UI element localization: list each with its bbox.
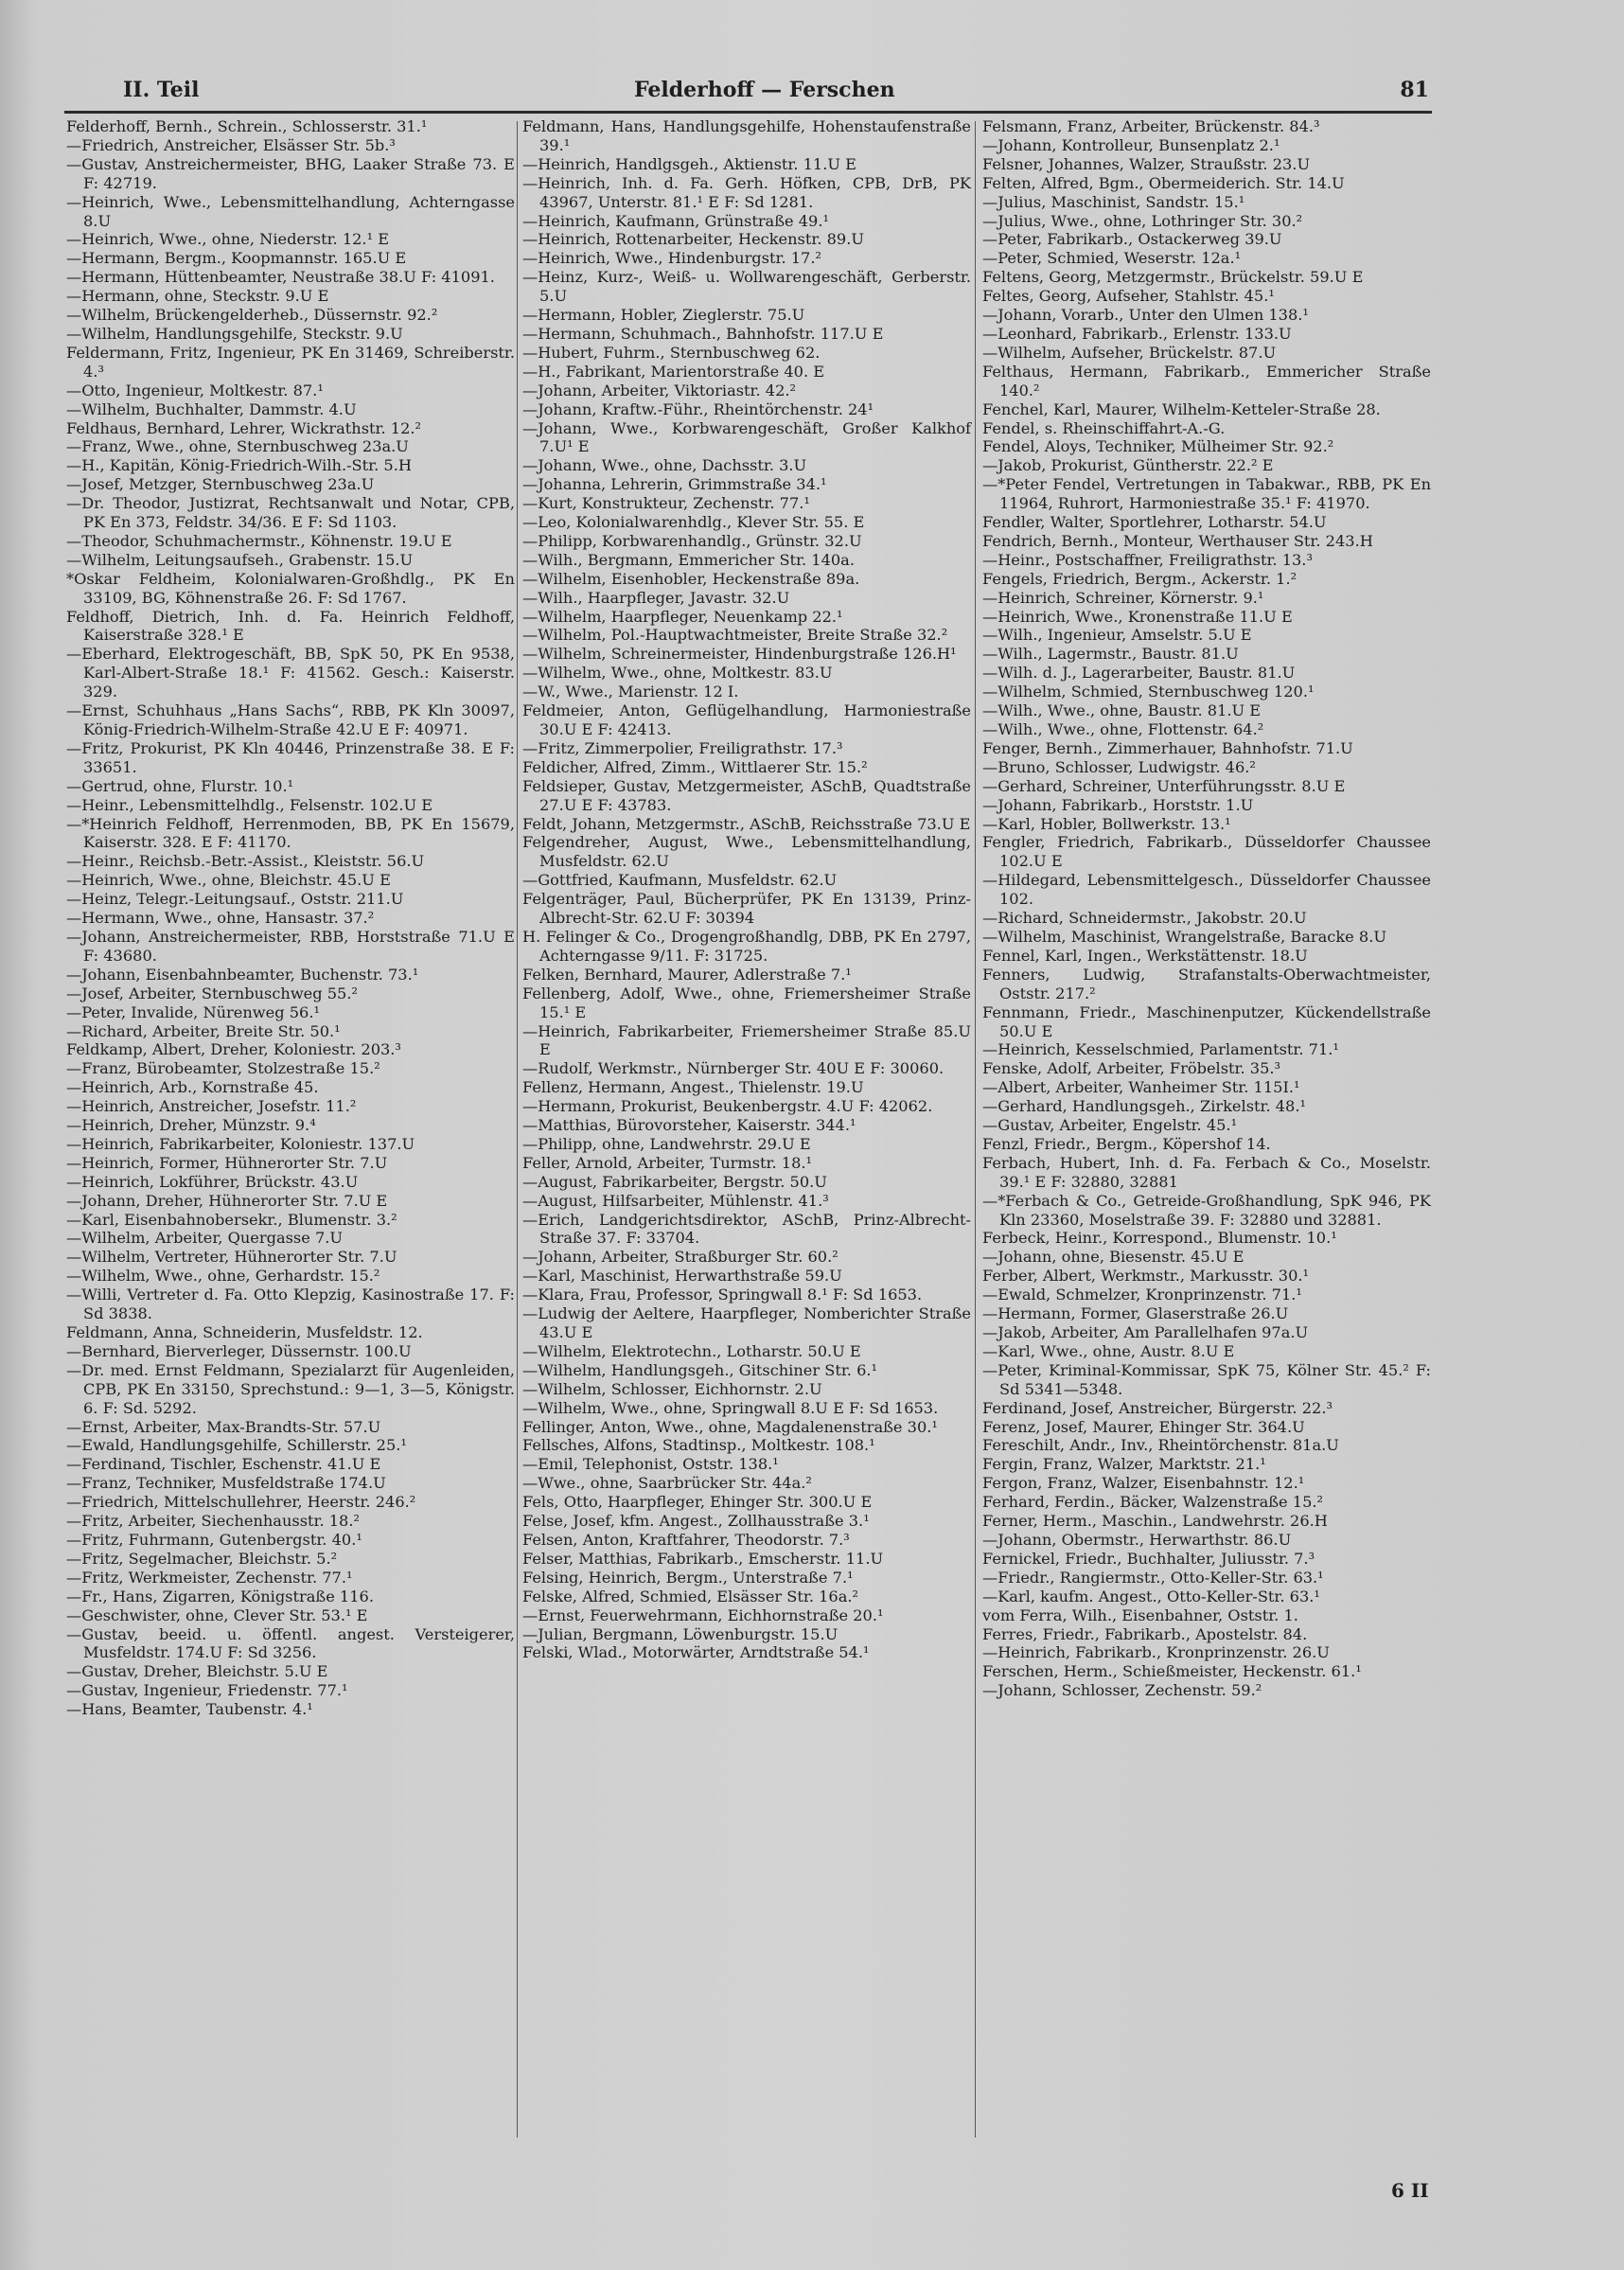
directory-entry: Feltes, Georg, Aufseher, Stahlstr. 45.¹ bbox=[982, 287, 1275, 306]
directory-entry: —Wilhelm, Handlungsgeh., Gitschiner Str. 6.¹ bbox=[522, 1360, 878, 1379]
directory-entry: —Johann, Schlosser, Zechenstr. 59.² bbox=[982, 1681, 1262, 1700]
directory-entry: —Wwe., ohne, Saarbrücker Str. 44a.² bbox=[522, 1474, 812, 1493]
directory-entry: —Jakob, Arbeiter, Am Parallelhafen 97a.U bbox=[982, 1323, 1309, 1341]
directory-entry: —Wilhelm, Pol.-Hauptwachtmeister, Breite Straße 32.² bbox=[522, 626, 948, 645]
directory-entry: —Gerhard, Handlungsgeh., Zirkelstr. 48.¹ bbox=[982, 1097, 1306, 1116]
directory-entry: —Johann, ohne, Biesenstr. 45.U E bbox=[982, 1248, 1244, 1267]
directory-entry: —Heinr., Postschaffner, Freiligrathstr. 13.³ bbox=[982, 550, 1313, 569]
directory-entry: —Matthias, Bürovorsteher, Kaiserstr. 344.¹ bbox=[522, 1116, 856, 1135]
directory-entry: Feller, Arnold, Arbeiter, Turmstr. 18.¹ bbox=[522, 1153, 813, 1172]
directory-entry: —Johann, Vorarb., Unter den Ulmen 138.¹ bbox=[982, 306, 1309, 325]
directory-entry: —Heinrich, Fabrikarbeiter, Koloniestr. 137.U bbox=[66, 1134, 415, 1153]
directory-entry: Felsen, Anton, Kraftfahrer, Theodorstr. 7.³ bbox=[522, 1530, 850, 1549]
column-2 bbox=[522, 117, 971, 1662]
directory-entry: —*Peter Fendel, Vertretungen in Tabakwar., RBB, PK En 11964, Ruhrort, Harmoniestraße 35.¹ F: 41970. bbox=[982, 475, 1431, 513]
directory-entry: —Heinrich, Fabrikarbeiter, Friemersheimer Straße 85.U E bbox=[522, 1021, 971, 1059]
directory-entry: —Peter, Schmied, Weserstr. 12a.¹ bbox=[982, 249, 1242, 268]
directory-entry: —Philipp, ohne, Landwehrstr. 29.U E bbox=[522, 1134, 811, 1153]
directory-entry: —Gustav, Dreher, Bleichstr. 5.U E bbox=[66, 1662, 328, 1681]
directory-entry: —*Heinrich Feldhoff, Herrenmoden, BB, PK En 15679, Kaiserstr. 328. E F: 41170. bbox=[66, 814, 515, 852]
directory-entry: —Erich, Landgerichtsdirektor, ASchB, Prinz-Albrecht-Straße 37. F: 33704. bbox=[522, 1210, 971, 1248]
directory-entry: —Geschwister, ohne, Clever Str. 53.¹ E bbox=[66, 1605, 368, 1624]
directory-entry: Felser, Matthias, Fabrikarb., Emscherstr. 11.U bbox=[522, 1549, 884, 1568]
column-3 bbox=[982, 117, 1431, 1700]
directory-entry: Fendrich, Bernh., Monteur, Werthauser Str. 243.H bbox=[982, 531, 1373, 550]
directory-entry: —Dr. Theodor, Justizrat, Rechtsanwalt und Notar, CPB, PK En 373, Feldstr. 34/36. E F: Sd 1103. bbox=[66, 494, 515, 532]
directory-entry: —Hermann, Schuhmach., Bahnhofstr. 117.U E bbox=[522, 324, 884, 343]
directory-entry: —Ferdinand, Tischler, Eschenstr. 41.U E bbox=[66, 1455, 381, 1474]
directory-entry: —Gustav, Ingenieur, Friedenstr. 77.¹ bbox=[66, 1681, 348, 1700]
directory-entry: Fendel, Aloys, Techniker, Mülheimer Str. 92.² bbox=[982, 437, 1334, 456]
directory-entry: —Wilhelm, Schlosser, Eichhornstr. 2.U bbox=[522, 1379, 822, 1398]
directory-entry: Feldsieper, Gustav, Metzgermeister, ASchB, Quadtstraße 27.U E F: 43783. bbox=[522, 776, 971, 814]
directory-entry: —Gertrud, ohne, Flurstr. 10.¹ bbox=[66, 776, 294, 795]
directory-entry: —August, Hilfsarbeiter, Mühlenstr. 41.³ bbox=[522, 1191, 829, 1210]
directory-entry: —Wilhelm, Wwe., ohne, Springwall 8.U E F: Sd 1653. bbox=[522, 1398, 939, 1417]
directory-entry: Fernickel, Friedr., Buchhalter, Juliusstr. 7.³ bbox=[982, 1549, 1315, 1568]
directory-entry: —Wilhelm, Brückengelderheb., Düssernstr. 92.² bbox=[66, 306, 438, 325]
directory-entry: —Heinr., Lebensmittelhdlg., Felsenstr. 102.U E bbox=[66, 795, 433, 814]
directory-entry: —Wilh., Wwe., ohne, Flottenstr. 64.² bbox=[982, 720, 1264, 738]
directory-entry: —Heinrich, Handlgsgeh., Aktienstr. 11.U E bbox=[522, 154, 856, 173]
directory-entry: —Johann, Kontrolleur, Bunsenplatz 2.¹ bbox=[982, 135, 1280, 154]
directory-entry: Felsmann, Franz, Arbeiter, Brückenstr. 84.³ bbox=[982, 117, 1320, 135]
directory-entry: —Wilhelm, Eisenhobler, Heckenstraße 89a. bbox=[522, 569, 860, 588]
directory-entry: —Wilhelm, Handlungsgehilfe, Steckstr. 9.U bbox=[66, 324, 403, 343]
directory-entry: —Karl, Eisenbahnobersekr., Blumenstr. 3.² bbox=[66, 1210, 397, 1229]
directory-entry: —Wilhelm, Haarpfleger, Neuenkamp 22.¹ bbox=[522, 607, 843, 626]
directory-entry: —Fritz, Segelmacher, Bleichstr. 5.² bbox=[66, 1549, 338, 1568]
directory-entry: —Willi, Vertreter d. Fa. Otto Klepzig, Kasinostraße 17. F: Sd 3838. bbox=[66, 1286, 515, 1323]
directory-entry: —Peter, Invalide, Nürenweg 56.¹ bbox=[66, 1002, 320, 1021]
directory-entry: —Heinrich, Dreher, Münzstr. 9.⁴ bbox=[66, 1116, 316, 1135]
directory-entry: Ferdinand, Josef, Anstreicher, Bürgerstr. 22.³ bbox=[982, 1398, 1333, 1417]
directory-entry: —Karl, Wwe., ohne, Austr. 8.U E bbox=[982, 1341, 1235, 1360]
directory-entry: —Hermann, Former, Glaserstraße 26.U bbox=[982, 1304, 1289, 1323]
directory-entry: —Wilhelm, Schreinermeister, Hindenburgstraße 126.H¹ bbox=[522, 645, 957, 664]
directory-entry: —Fritz, Werkmeister, Zechenstr. 77.¹ bbox=[66, 1568, 353, 1587]
directory-entry: Fengels, Friedrich, Bergm., Ackerstr. 1.² bbox=[982, 569, 1297, 588]
directory-entry: —Rudolf, Werkmstr., Nürnberger Str. 40U E F: 30060. bbox=[522, 1059, 944, 1078]
directory-entry: —Heinrich, Wwe., Lebensmittelhandlung, Achterngasse 8.U bbox=[66, 192, 515, 230]
directory-entry: —Ernst, Feuerwehrmann, Eichhornstraße 20.¹ bbox=[522, 1605, 884, 1624]
directory-entry: —Gerhard, Schreiner, Unterführungsstr. 8.U E bbox=[982, 776, 1346, 795]
directory-entry: —Fr., Hans, Zigarren, Königstraße 116. bbox=[66, 1587, 374, 1605]
directory-entry: Fengler, Friedrich, Fabrikarb., Düsseldorfer Chaussee 102.U E bbox=[982, 833, 1431, 871]
directory-entry: Ferner, Herm., Maschin., Landwehrstr. 26.H bbox=[982, 1512, 1328, 1531]
directory-entry: —Johann, Fabrikarb., Horststr. 1.U bbox=[982, 795, 1254, 814]
directory-entry: —Johann, Arbeiter, Viktoriastr. 42.² bbox=[522, 381, 797, 399]
directory-entry: —Heinrich, Rottenarbeiter, Heckenstr. 89.U bbox=[522, 230, 864, 249]
directory-entry: —Heinrich, Fabrikarb., Kronprinzenstr. 26.U bbox=[982, 1643, 1330, 1662]
directory-entry: —Ewald, Handlungsgehilfe, Schillerstr. 25.¹ bbox=[66, 1436, 407, 1455]
directory-entry: —Heinrich, Wwe., Kronenstraße 11.U E bbox=[982, 607, 1293, 626]
directory-entry: Ferres, Friedr., Fabrikarb., Apostelstr. 84. bbox=[982, 1624, 1308, 1643]
directory-entry: Fendler, Walter, Sportlehrer, Lotharstr. 54.U bbox=[982, 513, 1327, 532]
directory-entry: Feldhoff, Dietrich, Inh. d. Fa. Heinrich Feldhoff, Kaiserstraße 328.¹ E bbox=[66, 607, 515, 645]
directory-entry: —*Ferbach & Co., Getreide-Großhandlung, SpK 946, PK Kln 23360, Moselstraße 39. F: 32880 und 32881. bbox=[982, 1191, 1431, 1229]
directory-entry: Fenske, Adolf, Arbeiter, Fröbelstr. 35.³ bbox=[982, 1059, 1281, 1078]
directory-entry: Feldkamp, Albert, Dreher, Koloniestr. 203.³ bbox=[66, 1040, 401, 1059]
directory-entry: —August, Fabrikarbeiter, Bergstr. 50.U bbox=[522, 1172, 827, 1191]
directory-entry: —Johann, Wwe., Korbwarengeschäft, Großer Kalkhof 7.U¹ E bbox=[522, 418, 971, 456]
directory-entry: Felthaus, Hermann, Fabrikarb., Emmericher Straße 140.² bbox=[982, 362, 1431, 399]
directory-entry: —Eberhard, Elektrogeschäft, BB, SpK 50, PK En 9538, Karl-Albert-Straße 18.¹ F: 41562. Gesch.: Kaiserstr. 329. bbox=[66, 645, 515, 701]
directory-entry: Fellsches, Alfons, Stadtinsp., Moltkestr. 108.¹ bbox=[522, 1436, 875, 1455]
page-number: 81 bbox=[1400, 78, 1429, 102]
directory-entry: —Peter, Kriminal-Kommissar, SpK 75, Kölner Str. 45.² F: Sd 5341—5348. bbox=[982, 1360, 1431, 1398]
directory-entry: —Jakob, Prokurist, Güntherstr. 22.² E bbox=[982, 456, 1274, 475]
directory-entry: —Heinrich, Lokführer, Brückstr. 43.U bbox=[66, 1172, 359, 1191]
directory-entry: H. Felinger & Co., Drogengroßhandlg, DBB, PK En 2797, Achterngasse 9/11. F: 31725. bbox=[522, 927, 971, 965]
directory-entry: —Hildegard, Lebensmittelgesch., Düsseldorfer Chaussee 102. bbox=[982, 871, 1431, 909]
directory-entry: —Wilhelm, Maschinist, Wrangelstraße, Baracke 8.U bbox=[982, 927, 1386, 946]
directory-entry: Felski, Wlad., Motorwärter, Arndtstraße 54.¹ bbox=[522, 1643, 870, 1662]
directory-entry: —Josef, Metzger, Sternbuschweg 23a.U bbox=[66, 475, 375, 494]
directory-entry: —Heinrich, Wwe., ohne, Niederstr. 12.¹ E bbox=[66, 230, 390, 249]
column-divider bbox=[517, 121, 518, 2137]
directory-entry: Fels, Otto, Haarpfleger, Ehinger Str. 300.U E bbox=[522, 1493, 873, 1512]
section-label: II. Teil bbox=[123, 78, 200, 102]
directory-entry: Fenchel, Karl, Maurer, Wilhelm-Ketteler-Straße 28. bbox=[982, 399, 1381, 418]
directory-entry: —Heinrich, Anstreicher, Josefstr. 11.² bbox=[66, 1097, 357, 1116]
directory-entry: Felderhoff, Bernh., Schrein., Schlosserstr. 31.¹ bbox=[66, 117, 428, 135]
directory-entry: —Gustav, Anstreichermeister, BHG, Laaker Straße 73. E F: 42719. bbox=[66, 154, 515, 192]
directory-entry: —Heinr., Reichsb.-Betr.-Assist., Kleiststr. 56.U bbox=[66, 852, 425, 871]
directory-entry: —Dr. med. Ernst Feldmann, Spezialarzt für Augenleiden, CPB, PK En 33150, Sprechstund.: 9—1, 3—5, Königstr. 6. F: Sd. 5292. bbox=[66, 1360, 515, 1417]
directory-entry: Fennmann, Friedr., Maschinenputzer, Kückendellstraße 50.U E bbox=[982, 1002, 1431, 1040]
directory-entry: —Wilhelm, Schmied, Sternbuschweg 120.¹ bbox=[982, 683, 1315, 701]
directory-entry: —Philipp, Korbwarenhandlg., Grünstr. 32.U bbox=[522, 531, 862, 550]
directory-entry: —Hermann, Prokurist, Beukenbergstr. 4.U F: 42062. bbox=[522, 1097, 933, 1116]
column-divider bbox=[975, 121, 976, 2137]
directory-entry: —Gustav, beeid. u. öffentl. angest. Versteigerer, Musfeldstr. 174.U F: Sd 3256. bbox=[66, 1624, 515, 1662]
directory-entry: —Karl, kaufm. Angest., Otto-Keller-Str. 63.¹ bbox=[982, 1587, 1320, 1605]
directory-entry: —Leonhard, Fabrikarb., Erlenstr. 133.U bbox=[982, 324, 1292, 343]
directory-entry: —Bruno, Schlosser, Ludwigstr. 46.² bbox=[982, 757, 1256, 776]
directory-entry: —W., Wwe., Marienstr. 12 I. bbox=[522, 683, 739, 701]
directory-entry: Ferschen, Herm., Schießmeister, Heckenstr. 61.¹ bbox=[982, 1662, 1362, 1681]
directory-entry: —Fritz, Arbeiter, Siechenhausstr. 18.² bbox=[66, 1512, 360, 1531]
directory-entry: —Leo, Kolonialwarenhdlg., Klever Str. 55. E bbox=[522, 513, 865, 532]
directory-entry: —Otto, Ingenieur, Moltkestr. 87.¹ bbox=[66, 381, 324, 399]
directory-entry: —Johann, Kraftw.-Führ., Rheintörchenstr. 24¹ bbox=[522, 399, 874, 418]
directory-entry: —Friedr., Rangiermstr., Otto-Keller-Str. 63.¹ bbox=[982, 1568, 1324, 1587]
directory-entry: Fenners, Ludwig, Strafanstalts-Oberwachtmeister, Oststr. 217.² bbox=[982, 965, 1431, 1002]
signature-mark: 6 II bbox=[1391, 2179, 1429, 2202]
directory-entry: Fergon, Franz, Walzer, Eisenbahnstr. 12.¹ bbox=[982, 1474, 1305, 1493]
directory-entry: —Wilhelm, Wwe., ohne, Moltkestr. 83.U bbox=[522, 664, 833, 683]
directory-entry: Fendel, s. Rheinschiffahrt-A.-G. bbox=[982, 418, 1226, 437]
directory-entry: Ferhard, Ferdin., Bäcker, Walzenstraße 15.² bbox=[982, 1493, 1324, 1512]
directory-entry: —Wilh., Ingenieur, Amselstr. 5.U E bbox=[982, 626, 1252, 645]
directory-entry: Felken, Bernhard, Maurer, Adlerstraße 7.¹ bbox=[522, 965, 852, 984]
directory-entry: —Karl, Hobler, Bollwerkstr. 13.¹ bbox=[982, 814, 1231, 833]
directory-entry: —Fritz, Zimmerpolier, Freiligrathstr. 17.³ bbox=[522, 738, 843, 757]
directory-entry: —Heinrich, Former, Hühnerorter Str. 7.U bbox=[66, 1153, 388, 1172]
directory-entry: Feldmann, Anna, Schneiderin, Musfeldstr. 12. bbox=[66, 1323, 423, 1341]
directory-entry: —Fritz, Prokurist, PK Kln 40446, Prinzenstraße 38. E F: 33651. bbox=[66, 738, 515, 776]
directory-entry: —Richard, Arbeiter, Breite Str. 50.¹ bbox=[66, 1021, 341, 1040]
directory-entry: —Heinrich, Inh. d. Fa. Gerh. Höfken, CPB, DrB, PK 43967, Unterstr. 81.¹ E F: Sd 1281. bbox=[522, 173, 971, 211]
directory-entry: —Hermann, ohne, Steckstr. 9.U E bbox=[66, 287, 329, 306]
directory-entry: —Wilhelm, Wwe., ohne, Gerhardstr. 15.² bbox=[66, 1267, 380, 1286]
directory-entry: —Heinz, Kurz-, Weiß- u. Wollwarengeschäft, Gerberstr. 5.U bbox=[522, 268, 971, 306]
directory-entry: —Franz, Bürobeamter, Stolzestraße 15.² bbox=[66, 1059, 380, 1078]
directory-entry: —Hans, Beamter, Taubenstr. 4.¹ bbox=[66, 1700, 313, 1719]
directory-entry: —Gottfried, Kaufmann, Musfeldstr. 62.U bbox=[522, 871, 838, 890]
directory-entry: Felse, Josef, kfm. Angest., Zollhausstraße 3.¹ bbox=[522, 1512, 870, 1531]
directory-entry: Fellenberg, Adolf, Wwe., ohne, Friemersheimer Straße 15.¹ E bbox=[522, 984, 971, 1021]
directory-entry: —Ludwig der Aeltere, Haarpfleger, Nomberichter Straße 43.U E bbox=[522, 1304, 971, 1341]
directory-entry: Fellenz, Hermann, Angest., Thielenstr. 19.U bbox=[522, 1078, 864, 1097]
directory-entry: Felsing, Heinrich, Bergm., Unterstraße 7.¹ bbox=[522, 1568, 854, 1587]
running-head: Felderhoff — Ferschen bbox=[634, 78, 895, 102]
directory-entry: Felgendreher, August, Wwe., Lebensmittelhandlung, Musfeldstr. 62.U bbox=[522, 833, 971, 871]
directory-entry: Feldmann, Hans, Handlungsgehilfe, Hohenstaufenstraße 39.¹ bbox=[522, 117, 971, 154]
directory-entry: —Johann, Arbeiter, Straßburger Str. 60.² bbox=[522, 1248, 838, 1267]
directory-entry: —Wilh. d. J., Lagerarbeiter, Baustr. 81.U bbox=[982, 664, 1296, 683]
directory-entry: —Karl, Maschinist, Herwarthstraße 59.U bbox=[522, 1267, 842, 1286]
directory-entry: *Oskar Feldheim, Kolonialwaren-Großhdlg., PK En 33109, BG, Köhnenstraße 26. F: Sd 1767. bbox=[66, 569, 515, 607]
directory-entry: Fenger, Bernh., Zimmerhauer, Bahnhofstr. 71.U bbox=[982, 738, 1353, 757]
directory-entry: —Kurt, Konstrukteur, Zechenstr. 77.¹ bbox=[522, 494, 810, 513]
header-rule bbox=[64, 111, 1432, 114]
directory-entry: —Heinrich, Kaufmann, Grünstraße 49.¹ bbox=[522, 211, 829, 230]
directory-entry: Fenzl, Friedr., Bergm., Köpershof 14. bbox=[982, 1134, 1271, 1153]
directory-entry: Feldt, Johann, Metzgermstr., ASchB, Reichsstraße 73.U E bbox=[522, 814, 971, 833]
directory-entry: Fennel, Karl, Ingen., Werkstättenstr. 18.U bbox=[982, 946, 1308, 965]
directory-entry: —Julius, Maschinist, Sandstr. 15.¹ bbox=[982, 192, 1245, 211]
directory-entry: —Wilhelm, Vertreter, Hühnerorter Str. 7.U bbox=[66, 1248, 397, 1267]
directory-entry: —Theodor, Schuhmachermstr., Köhnenstr. 19.U E bbox=[66, 531, 452, 550]
directory-entry: —Wilh., Haarpfleger, Javastr. 32.U bbox=[522, 588, 790, 607]
directory-entry: Felske, Alfred, Schmied, Elsässer Str. 16a.² bbox=[522, 1587, 859, 1605]
directory-entry: —Ernst, Schuhhaus „Hans Sachs“, RBB, PK Kln 30097, König-Friedrich-Wilhelm-Straße 42.U E F: 40971. bbox=[66, 701, 515, 738]
directory-entry: —Wilhelm, Arbeiter, Quergasse 7.U bbox=[66, 1229, 344, 1248]
directory-entry: —Albert, Arbeiter, Wanheimer Str. 115I.¹ bbox=[982, 1078, 1300, 1097]
directory-entry: —Johann, Anstreichermeister, RBB, Horststraße 71.U E F: 43680. bbox=[66, 927, 515, 965]
directory-entry: —H., Kapitän, König-Friedrich-Wilh.-Str. 5.H bbox=[66, 456, 412, 475]
directory-entry: —Wilhelm, Buchhalter, Dammstr. 4.U bbox=[66, 399, 357, 418]
directory-entry: —Heinrich, Wwe., ohne, Bleichstr. 45.U E bbox=[66, 871, 391, 890]
directory-entry: Feltens, Georg, Metzgermstr., Brückelstr. 59.U E bbox=[982, 268, 1364, 287]
directory-entry: Felsner, Johannes, Walzer, Straußstr. 23.U bbox=[982, 154, 1311, 173]
directory-entry: —Franz, Wwe., ohne, Sternbuschweg 23a.U bbox=[66, 437, 409, 456]
directory-entry: —Peter, Fabrikarb., Ostackerweg 39.U bbox=[982, 230, 1282, 249]
directory-entry: —Hermann, Wwe., ohne, Hansastr. 37.² bbox=[66, 909, 375, 928]
directory-entry: Felgenträger, Paul, Bücherprüfer, PK En 13139, Prinz-Albrecht-Str. 62.U F: 30394 bbox=[522, 890, 971, 928]
directory-entry: —Hubert, Fuhrm., Sternbuschweg 62. bbox=[522, 343, 821, 362]
directory-entry: —Friedrich, Anstreicher, Elsässer Str. 5b.³ bbox=[66, 135, 396, 154]
directory-entry: —Gustav, Arbeiter, Engelstr. 45.¹ bbox=[982, 1116, 1238, 1135]
directory-entry: —Richard, Schneidermstr., Jakobstr. 20.U bbox=[982, 909, 1307, 928]
directory-entry: —H., Fabrikant, Marientorstraße 40. E bbox=[522, 362, 825, 381]
directory-entry: Ferbach, Hubert, Inh. d. Fa. Ferbach & Co., Moselstr. 39.¹ E F: 32880, 32881 bbox=[982, 1153, 1431, 1191]
column-1 bbox=[66, 117, 515, 1719]
directory-entry: —Wilh., Wwe., ohne, Baustr. 81.U E bbox=[982, 701, 1262, 720]
directory-entry: —Johann, Eisenbahnbeamter, Buchenstr. 73.¹ bbox=[66, 965, 419, 984]
directory-entry: Fellinger, Anton, Wwe., ohne, Magdalenenstraße 30.¹ bbox=[522, 1417, 938, 1436]
directory-entry: —Emil, Telephonist, Oststr. 138.¹ bbox=[522, 1455, 779, 1474]
directory-entry: —Julius, Wwe., ohne, Lothringer Str. 30.² bbox=[982, 211, 1303, 230]
directory-entry: —Julian, Bergmann, Löwenburgstr. 15.U bbox=[522, 1624, 838, 1643]
directory-entry: —Josef, Arbeiter, Sternbuschweg 55.² bbox=[66, 984, 358, 1002]
directory-entry: —Wilh., Bergmann, Emmericher Str. 140a. bbox=[522, 550, 855, 569]
directory-entry: —Heinrich, Kesselschmied, Parlamentstr. 71.¹ bbox=[982, 1040, 1339, 1059]
directory-entry: —Klara, Frau, Professor, Springwall 8.¹ F: Sd 1653. bbox=[522, 1286, 923, 1304]
directory-entry: —Wilhelm, Elektrotechn., Lotharstr. 50.U E bbox=[522, 1341, 861, 1360]
directory-entry: —Hermann, Bergm., Koopmannstr. 165.U E bbox=[66, 249, 407, 268]
directory-entry: Feldmeier, Anton, Geflügelhandlung, Harmoniestraße 30.U E F: 42413. bbox=[522, 701, 971, 738]
directory-entry: —Wilhelm, Aufseher, Brückelstr. 87.U bbox=[982, 343, 1277, 362]
directory-entry: —Friedrich, Mittelschullehrer, Heerstr. 246.² bbox=[66, 1493, 416, 1512]
directory-entry: —Bernhard, Bierverleger, Düssernstr. 100.U bbox=[66, 1341, 412, 1360]
directory-entry: vom Ferra, Wilh., Eisenbahner, Oststr. 1. bbox=[982, 1605, 1298, 1624]
directory-entry: Feldicher, Alfred, Zimm., Wittlaerer Str. 15.² bbox=[522, 757, 868, 776]
directory-entry: —Franz, Techniker, Musfeldstraße 174.U bbox=[66, 1474, 386, 1493]
directory-entry: Feldhaus, Bernhard, Lehrer, Wickrathstr. 12.² bbox=[66, 418, 422, 437]
directory-entry: Fergin, Franz, Walzer, Marktstr. 21.¹ bbox=[982, 1455, 1266, 1474]
directory-entry: —Fritz, Fuhrmann, Gutenbergstr. 40.¹ bbox=[66, 1530, 362, 1549]
directory-entry: —Ewald, Schmelzer, Kronprinzenstr. 71.¹ bbox=[982, 1286, 1302, 1304]
directory-entry: Felten, Alfred, Bgm., Obermeiderich. Str. 14.U bbox=[982, 173, 1345, 192]
directory-entry: —Hermann, Hüttenbeamter, Neustraße 38.U F: 41091. bbox=[66, 268, 495, 287]
directory-entry: Fereschilt, Andr., Inv., Rheintörchenstr. 81a.U bbox=[982, 1436, 1339, 1455]
directory-entry: —Wilh., Lagermstr., Baustr. 81.U bbox=[982, 645, 1239, 664]
directory-entry: Ferber, Albert, Werkmstr., Markusstr. 30.¹ bbox=[982, 1267, 1309, 1286]
directory-entry: Feldermann, Fritz, Ingenieur, PK En 31469, Schreiberstr. 4.³ bbox=[66, 343, 515, 381]
directory-entry: —Hermann, Hobler, Zieglerstr. 75.U bbox=[522, 306, 805, 325]
directory-entry: —Heinz, Telegr.-Leitungsauf., Oststr. 211.U bbox=[66, 890, 404, 909]
directory-entry: —Johann, Wwe., ohne, Dachsstr. 3.U bbox=[522, 456, 807, 475]
directory-entry: —Johann, Obermstr., Herwarthstr. 86.U bbox=[982, 1530, 1292, 1549]
directory-entry: —Heinrich, Arb., Kornstraße 45. bbox=[66, 1078, 319, 1097]
directory-entry: Ferbeck, Heinr., Korrespond., Blumenstr. 10.¹ bbox=[982, 1229, 1337, 1248]
directory-entry: —Wilhelm, Leitungsaufseh., Grabenstr. 15.U bbox=[66, 550, 414, 569]
directory-entry: —Heinrich, Schreiner, Körnerstr. 9.¹ bbox=[982, 588, 1264, 607]
directory-entry: —Johanna, Lehrerin, Grimmstraße 34.¹ bbox=[522, 475, 827, 494]
directory-entry: Ferenz, Josef, Maurer, Ehinger Str. 364.U bbox=[982, 1417, 1305, 1436]
directory-entry: —Heinrich, Wwe., Hindenburgstr. 17.² bbox=[522, 249, 821, 268]
directory-entry: —Johann, Dreher, Hühnerorter Str. 7.U E bbox=[66, 1191, 388, 1210]
directory-entry: —Ernst, Arbeiter, Max-Brandts-Str. 57.U bbox=[66, 1417, 381, 1436]
page-header bbox=[123, 78, 1429, 106]
